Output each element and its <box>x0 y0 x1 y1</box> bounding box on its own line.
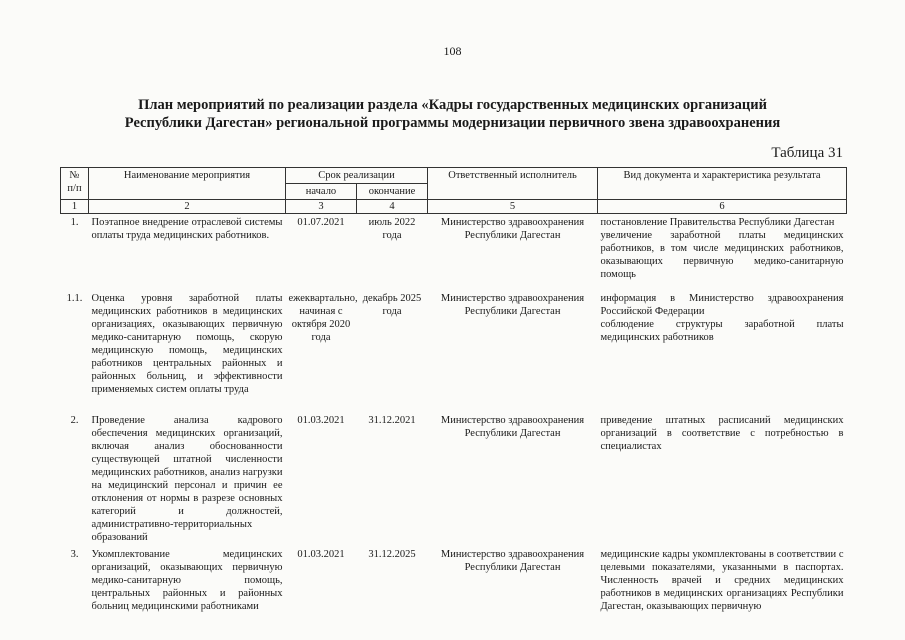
result-line: приведение штатных расписаний медицинских организаций в соответствие с потребностью в специалистах <box>600 415 844 452</box>
table-row <box>61 546 847 630</box>
executor: Министерство здравоохранения Республики Дагестан <box>440 549 585 573</box>
result-line: информация в Министерство здравоохранения Российской Федерации <box>600 293 844 317</box>
title-line-1: План мероприятий по реализации раздела «Кадры государственных медицинских организаций <box>138 97 767 113</box>
executor: Министерство здравоохранения Республики Дагестан <box>440 415 585 439</box>
table-label: Таблица 31 <box>771 145 843 161</box>
events-table <box>60 167 847 630</box>
document-title <box>60 96 845 132</box>
start-date: 01.03.2021 <box>297 549 345 560</box>
row-number: 1.1. <box>66 293 83 304</box>
table-row <box>61 412 847 546</box>
col-number: 3 <box>286 200 357 214</box>
header-start: начало <box>286 184 357 200</box>
header-executor: Ответственный исполнитель <box>428 168 598 200</box>
executor: Министерство здравоохранения Республики Дагестан <box>440 217 585 241</box>
result <box>598 412 847 546</box>
col-number: 6 <box>598 200 847 214</box>
header-row <box>61 168 847 184</box>
col-number: 1 <box>61 200 89 214</box>
table-row <box>61 290 847 412</box>
col-number: 5 <box>428 200 598 214</box>
header-end: окончание <box>357 184 428 200</box>
result-line: соблюдение структуры заработной платы медицинских работников <box>600 319 844 343</box>
result <box>598 546 847 630</box>
event-name: Укомплектование медицинских организаций, оказывающих первичную медико-санитарную помощь, центральных районных и районных больниц медицинскими работниками <box>91 549 283 612</box>
event-name: Поэтапное внедрение отраслевой системы оплаты труда медицинских работников. <box>91 217 283 241</box>
row-number: 1. <box>70 217 79 228</box>
event-name: Оценка уровня заработной платы медицинских работников в медицинских организациях, оказывающих первичную медико-санитарную помощь, скорую медицинскую помощь, медицинских работников центральных районных и районных больниц, и эффективности применяемых систем оплаты труда <box>91 293 283 395</box>
page-number: 108 <box>443 44 462 58</box>
row-number: 2. <box>70 415 79 426</box>
start-date: 01.07.2021 <box>297 217 345 228</box>
row-number: 3. <box>70 549 79 560</box>
col-number: 2 <box>89 200 286 214</box>
col-number: 4 <box>357 200 428 214</box>
executor: Министерство здравоохранения Республики Дагестан <box>440 293 585 317</box>
result <box>598 290 847 412</box>
result <box>598 214 847 291</box>
table-row <box>61 214 847 291</box>
end-date: 31.12.2025 <box>368 549 416 560</box>
header-num: № п/п <box>61 168 89 200</box>
column-numbers-row <box>61 200 847 214</box>
result-line: постановление Правительства Республики Дагестан <box>600 217 835 228</box>
end-date: июль 2022 года <box>368 217 416 241</box>
start-date: 01.03.2021 <box>297 415 345 426</box>
end-date: 31.12.2021 <box>368 415 416 426</box>
title-line-2: Республики Дагестан» региональной программы модернизации первичного звена здравоохранения <box>124 115 781 131</box>
header-result: Вид документа и характеристика результата <box>598 168 847 200</box>
header-name: Наименование мероприятия <box>89 168 286 200</box>
start-date: ежеквартально, начиная с октября 2020 года <box>288 293 358 343</box>
result-line: медицинские кадры укомплектованы в соответствии с целевыми показателями, указанными в паспортах. Численность врачей и средних медицинских работников в медицинских организациях Республики Дагестан, оказывающих первичную <box>600 549 844 612</box>
header-period: Срок реализации <box>286 168 428 184</box>
event-name: Проведение анализа кадрового обеспечения медицинских организаций, включая анализ обоснованности существующей штатной численности медицинских работников, анализ нагрузки на медицинский персонал и причин ее отклонения от нормы в разрезе основных категорий и должностей, административно-территориальных образований <box>91 415 283 543</box>
result-line: увеличение заработной платы медицинских работников, в том числе медицинских работников, оказывающих первичную медико-санитарную помощь <box>600 230 844 280</box>
end-date: декабрь 2025 года <box>362 293 422 317</box>
